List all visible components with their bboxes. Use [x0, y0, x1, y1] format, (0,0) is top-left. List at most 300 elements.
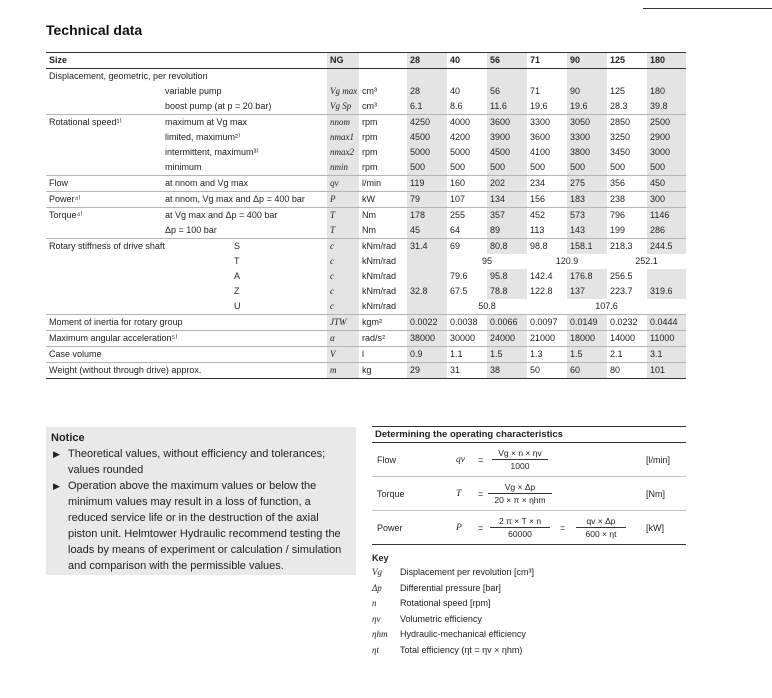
- table-cell: maximum at Vg max: [162, 115, 327, 131]
- table-cell: 180: [647, 84, 686, 99]
- table-cell: 134: [487, 192, 527, 208]
- table-cell: 79.6: [450, 270, 468, 281]
- notice-item: [51, 446, 351, 478]
- table-cell: 178: [407, 208, 447, 224]
- table-cell: 39.8: [647, 99, 686, 115]
- flow-formula-row: [372, 443, 686, 477]
- symbol-cell: nmax1: [327, 130, 359, 145]
- table-cell: kNm/rad: [359, 239, 407, 255]
- table-cell: rpm: [359, 115, 407, 131]
- key-description: Differential pressure [bar]: [400, 582, 501, 593]
- notice-item: [51, 478, 351, 574]
- table-cell: 31: [447, 363, 487, 379]
- table-cell: 8.6: [450, 100, 463, 111]
- table-cell: rpm: [362, 146, 378, 157]
- torque-denominator: 20 × π × ηhm: [494, 495, 546, 505]
- equals-sign: =: [478, 455, 484, 465]
- table-cell: [487, 69, 527, 85]
- table-cell: 238: [607, 192, 647, 208]
- header-size-40: 40: [447, 53, 487, 69]
- table-cell: variable pump: [165, 85, 222, 96]
- table-cell: 3000: [647, 145, 686, 160]
- table-cell: 113: [530, 224, 545, 235]
- table-cell: [407, 254, 447, 269]
- torque-formula-row: [372, 477, 686, 511]
- table-header-row: [46, 53, 686, 69]
- table-cell: 50: [527, 363, 567, 379]
- table-cell: 0.9: [407, 347, 447, 363]
- table-cell: limited, maximum²⁾: [165, 131, 241, 142]
- key-list: [372, 567, 535, 660]
- table-cell: 3900: [487, 130, 527, 145]
- table-cell: 143: [567, 223, 607, 239]
- table-cell: Weight (without through drive) approx.: [46, 363, 327, 379]
- table-cell: 286: [647, 223, 686, 239]
- table-cell: 500: [407, 160, 447, 176]
- table-cell: 5000: [407, 145, 447, 160]
- power-denominator: 60000: [508, 529, 532, 539]
- table-cell: cm³: [362, 100, 377, 111]
- table-cell: 1.1: [447, 347, 487, 363]
- symbol-cell: T: [327, 208, 359, 224]
- table-cell: 1.5: [487, 347, 527, 363]
- key-item: [372, 598, 491, 614]
- table-cell: kNm/rad: [362, 255, 397, 266]
- technical-data-table: [46, 52, 686, 379]
- table-cell: 98.8: [527, 239, 567, 255]
- table-cell: [327, 69, 359, 85]
- table-cell: 24000: [487, 331, 527, 347]
- table-body: [46, 69, 686, 379]
- table-cell: 3.1: [647, 347, 686, 363]
- header-size-125: 125: [607, 53, 647, 69]
- table-cell: 107.6: [595, 300, 618, 311]
- flow-unit: [l/min]: [646, 455, 671, 465]
- table-cell: rpm: [362, 161, 378, 172]
- table-cell: [447, 69, 487, 85]
- table-cell: 11000: [647, 331, 686, 347]
- table-cell: [607, 69, 647, 85]
- header-size-28: 28: [407, 53, 447, 69]
- table-cell: 95: [481, 255, 492, 266]
- table-row: [46, 99, 686, 115]
- header-blank: [162, 53, 327, 69]
- table-row: [46, 192, 686, 208]
- power-numerator: 2 π × T × n: [490, 516, 550, 528]
- symbol-cell: m: [327, 363, 359, 379]
- table-cell: 357: [487, 208, 527, 224]
- key-description: Displacement per revolution [cm³]: [400, 567, 535, 577]
- table-row: [46, 115, 686, 131]
- table-cell: 0.0149: [567, 315, 607, 331]
- table-cell: 32.8: [407, 284, 447, 299]
- torque-numerator: Vg × Δp: [488, 482, 552, 494]
- power-fraction: [490, 516, 550, 539]
- table-cell: 356: [607, 176, 647, 192]
- power-symbol: P: [456, 523, 462, 533]
- shaft-type-cell: U: [234, 300, 241, 311]
- table-cell: [567, 69, 607, 85]
- table-cell: kg: [359, 363, 407, 379]
- table-cell: 176.8: [567, 269, 607, 284]
- stiffness-row: [46, 239, 686, 255]
- table-cell: 71: [530, 85, 541, 96]
- operating-characteristics: [372, 426, 686, 545]
- table-cell: 80.8: [487, 239, 527, 255]
- header-ng: NG: [327, 53, 359, 69]
- table-cell: Power⁴⁾: [46, 192, 162, 208]
- table-cell: 4100: [530, 146, 551, 157]
- symbol-cell: c: [327, 239, 359, 255]
- table-row: [46, 176, 686, 192]
- table-cell: [46, 223, 162, 239]
- table-cell: 500: [647, 160, 686, 176]
- table-cell: 244.5: [647, 239, 686, 255]
- table-row: [46, 363, 686, 379]
- table-cell: [359, 69, 407, 85]
- flow-symbol: qv: [456, 455, 465, 465]
- table-cell: at nnom, Vg max and Δp = 400 bar: [162, 192, 327, 208]
- table-cell: [46, 269, 162, 284]
- table-row: [46, 145, 686, 160]
- table-cell: [46, 130, 162, 145]
- table-cell: 796: [607, 208, 647, 224]
- table-cell: boost pump (at p = 20 bar): [165, 100, 272, 111]
- flow-label: Flow: [377, 455, 397, 465]
- table-cell: 202: [487, 176, 527, 192]
- table-cell: at nnom and Vg max: [162, 176, 327, 192]
- header-unit: [359, 53, 407, 69]
- table-cell: [407, 299, 447, 315]
- table-row: [46, 223, 686, 239]
- table-cell: 4500: [407, 130, 447, 145]
- table-cell: Nm: [362, 224, 376, 235]
- table-cell: [46, 254, 162, 269]
- table-cell: 1.5: [567, 347, 607, 363]
- table-row: [46, 347, 686, 363]
- key-item: [372, 613, 482, 630]
- shaft-type-cell: Z: [234, 285, 240, 296]
- symbol-cell: nmin: [327, 160, 359, 176]
- table-cell: 300: [647, 192, 686, 208]
- table-cell: 500: [567, 160, 607, 176]
- key-symbol: Δp: [372, 582, 382, 593]
- key-legend: [372, 553, 535, 660]
- table-row: [46, 69, 686, 85]
- symbol-cell: Vg max: [327, 84, 359, 99]
- table-cell: 275: [567, 176, 607, 192]
- table-cell: 3450: [610, 146, 631, 157]
- header-size-71: 71: [527, 53, 567, 69]
- table-cell: 64: [450, 224, 461, 235]
- table-cell: [46, 145, 162, 160]
- table-cell: 450: [647, 176, 686, 192]
- stiffness-row: [46, 299, 686, 315]
- notice-list: [51, 446, 351, 574]
- table-row: [46, 130, 686, 145]
- table-cell: 95.8: [487, 269, 527, 284]
- table-cell: 78.8: [487, 284, 527, 299]
- table-cell: 3300: [567, 130, 607, 145]
- torque-label: Torque: [377, 489, 405, 499]
- table-cell: 199: [610, 224, 626, 235]
- table-cell: 0.0022: [407, 315, 447, 331]
- symbol-cell: c: [327, 254, 359, 269]
- bullet-icon: ▶: [53, 481, 60, 491]
- table-cell: 29: [407, 363, 447, 379]
- table-cell: kNm/rad: [362, 285, 397, 296]
- table-cell: 18000: [567, 331, 607, 347]
- equals-sign: =: [560, 523, 566, 533]
- key-symbol: ηhm: [372, 629, 388, 639]
- table-cell: Torque⁴⁾: [46, 208, 162, 224]
- symbol-cell: Vg Sp: [327, 99, 359, 115]
- table-cell: [647, 269, 686, 284]
- table-cell: [46, 284, 162, 299]
- table-cell: 2850: [607, 115, 647, 131]
- table-cell: 500: [450, 161, 466, 172]
- shaft-type-cell: A: [234, 270, 241, 281]
- table-cell: 500: [487, 160, 527, 176]
- table-cell: 3600: [487, 115, 527, 131]
- equals-sign: =: [478, 523, 484, 533]
- table-cell: l: [359, 347, 407, 363]
- table-cell: 19.6: [567, 99, 607, 115]
- table-cell: 11.6: [487, 99, 527, 115]
- table-cell: 0.0444: [647, 315, 686, 331]
- symbol-cell: nnom: [327, 115, 359, 131]
- table-cell: [46, 84, 162, 99]
- table-cell: [527, 69, 567, 85]
- table-cell: Rotary stiffness of drive shaft: [46, 239, 162, 255]
- key-item: [372, 644, 523, 661]
- table-cell: [407, 69, 447, 85]
- key-description: Rotational speed [rpm]: [400, 598, 491, 608]
- table-cell: 256.5: [610, 270, 633, 281]
- bullet-icon: ▶: [53, 449, 60, 459]
- table-cell: 28.3: [610, 100, 628, 111]
- table-cell: 31.4: [407, 239, 447, 255]
- table-cell: 142.4: [530, 270, 553, 281]
- stiffness-row: [46, 284, 686, 299]
- table-row: [46, 315, 686, 331]
- table-cell: 50.8: [478, 300, 496, 311]
- table-cell: 119: [407, 176, 447, 192]
- table-cell: 158.1: [567, 239, 607, 255]
- equals-sign: =: [478, 489, 484, 499]
- key-symbol: ηv: [372, 613, 381, 624]
- table-cell: Displacement, geometric, per revolution: [46, 69, 327, 85]
- table-cell: 1146: [647, 208, 686, 224]
- table-cell: 252.1: [635, 255, 658, 266]
- table-cell: Rotational speed¹⁾: [46, 115, 162, 131]
- table-cell: 183: [567, 192, 607, 208]
- table-cell: kNm/rad: [362, 300, 397, 311]
- table-cell: 69: [447, 239, 487, 255]
- symbol-cell: c: [327, 284, 359, 299]
- power-label: Power: [377, 523, 403, 533]
- table-cell: minimum: [165, 161, 202, 172]
- stiffness-row: [46, 269, 686, 284]
- table-cell: 223.7: [610, 285, 633, 296]
- table-cell: l/min: [359, 176, 407, 192]
- table-cell: kgm²: [359, 315, 407, 331]
- power-formula-row: [372, 511, 686, 545]
- flow-numerator: Vg × n × ηv: [492, 448, 548, 460]
- table-cell: rad/s²: [359, 331, 407, 347]
- table-cell: 137: [567, 284, 607, 299]
- table-cell: Maximum angular acceleration⁵⁾: [46, 331, 327, 347]
- table-cell: 4500: [487, 145, 527, 160]
- stiffness-row: [46, 254, 686, 269]
- table-cell: 30000: [447, 331, 487, 347]
- table-cell: 160: [447, 176, 487, 192]
- table-cell: cm³: [362, 85, 377, 96]
- notice-title: Notice: [51, 432, 85, 444]
- page-title: Technical data: [46, 22, 143, 38]
- symbol-cell: P: [327, 192, 359, 208]
- table-cell: 79: [407, 192, 447, 208]
- table-cell: 3250: [610, 131, 631, 142]
- symbol-cell: nmax2: [327, 145, 359, 160]
- table-cell: 3300: [527, 115, 567, 131]
- table-row: [46, 208, 686, 224]
- key-item: [372, 582, 501, 599]
- table-cell: 0.0038: [447, 315, 487, 331]
- table-cell: 14000: [607, 331, 647, 347]
- notice-box: [46, 427, 356, 575]
- table-cell: 500: [530, 161, 546, 172]
- table-cell: 45: [407, 223, 447, 239]
- table-cell: 1.3: [527, 347, 567, 363]
- torque-symbol: T: [456, 489, 462, 499]
- table-cell: 28: [407, 84, 447, 99]
- table-cell: 21000: [527, 331, 567, 347]
- table-cell: kNm/rad: [362, 270, 397, 281]
- symbol-cell: c: [327, 299, 359, 315]
- table-cell: 255: [447, 208, 487, 224]
- table-cell: Nm: [359, 208, 407, 224]
- table-cell: 38000: [407, 331, 447, 347]
- table-cell: 19.6: [530, 100, 548, 111]
- key-title: Key: [372, 553, 389, 563]
- table-cell: 56: [487, 84, 527, 99]
- table-cell: rpm: [362, 131, 378, 142]
- table-cell: 2500: [647, 115, 686, 131]
- key-description: Volumetric efficiency: [400, 613, 482, 624]
- key-symbol: n: [372, 598, 377, 608]
- table-cell: 40: [450, 85, 461, 96]
- table-cell: 218.3: [607, 239, 647, 255]
- power-fraction-alt: [576, 516, 626, 539]
- table-cell: 573: [567, 208, 607, 224]
- table-cell: 452: [527, 208, 567, 224]
- table-cell: 101: [647, 363, 686, 379]
- torque-fraction: [488, 482, 552, 505]
- table-cell: 3050: [567, 115, 607, 131]
- table-cell: 6.1: [407, 99, 447, 115]
- top-rule: [643, 8, 772, 9]
- power-denominator-alt: 600 × ηt: [585, 529, 617, 539]
- table-cell: 5000: [450, 146, 471, 157]
- table-cell: 4200: [450, 131, 471, 142]
- symbol-cell: JTW: [327, 315, 359, 331]
- table-cell: 125: [610, 85, 626, 96]
- table-cell: [46, 299, 162, 315]
- table-cell: 90: [567, 84, 607, 99]
- table-cell: Moment of inertia for rotary group: [46, 315, 327, 331]
- shaft-type-cell: S: [162, 239, 327, 255]
- table-cell: Flow: [46, 176, 162, 192]
- table-cell: Δp = 100 bar: [165, 224, 217, 235]
- flow-denominator: 1000: [510, 461, 530, 471]
- table-cell: at Vg max and Δp = 400 bar: [162, 208, 327, 224]
- symbol-cell: α: [327, 331, 359, 347]
- operating-title: Determining the operating characteristics: [372, 426, 686, 443]
- table-cell: kW: [359, 192, 407, 208]
- table-cell: intermittent, maximum³⁾: [165, 146, 259, 157]
- key-item: [372, 567, 535, 583]
- table-cell: [46, 99, 162, 115]
- key-symbol: ηt: [372, 644, 379, 655]
- table-cell: 107: [447, 192, 487, 208]
- table-cell: 2.1: [607, 347, 647, 363]
- header-size: Size: [46, 53, 162, 69]
- table-cell: 67.5: [450, 285, 468, 296]
- table-cell: 4000: [447, 115, 487, 131]
- key-item: [372, 629, 526, 645]
- table-cell: 4250: [407, 115, 447, 131]
- power-unit: [kW]: [646, 523, 664, 533]
- table-row: [46, 84, 686, 99]
- header-size-180: 180: [647, 53, 686, 69]
- flow-fraction: [492, 448, 548, 471]
- key-description: Total efficiency (ηt = ηv × ηhm): [400, 644, 523, 655]
- table-row: [46, 331, 686, 347]
- table-cell: 500: [610, 161, 626, 172]
- table-cell: 0.0097: [527, 315, 567, 331]
- shaft-type-cell: T: [234, 255, 240, 266]
- table-cell: 3800: [567, 145, 607, 160]
- table-cell: 0.0066: [487, 315, 527, 331]
- table-cell: 3600: [530, 131, 551, 142]
- symbol-cell: c: [327, 269, 359, 284]
- table-cell: 2900: [647, 130, 686, 145]
- table-cell: Case volume: [46, 347, 327, 363]
- table-cell: [647, 69, 686, 85]
- table-cell: [46, 160, 162, 176]
- table-cell: 234: [527, 176, 567, 192]
- header-size-90: 90: [567, 53, 607, 69]
- notice-text: Theoretical values, without efficiency and tolerances; values rounded: [68, 448, 326, 476]
- table-cell: [407, 269, 447, 284]
- notice-text: Operation above the maximum values or below the minimum values may result in a loss of function, a reduced service life or in the destruction of the axial piston unit. Helmtower Hydraulic recommend testing the loads by means of experiment or calculation / simulation and comparison with the permissible values.: [68, 480, 342, 572]
- table-cell: 120.9: [555, 255, 579, 266]
- symbol-cell: qv: [327, 176, 359, 192]
- key-description: Hydraulic-mechanical efficiency: [400, 629, 526, 639]
- header-size-56: 56: [487, 53, 527, 69]
- table-row: [46, 160, 686, 176]
- table-cell: 122.8: [530, 285, 553, 296]
- table-cell: 89: [487, 223, 527, 239]
- power-numerator-alt: qv × Δp: [576, 516, 626, 528]
- table-cell: 80: [607, 363, 647, 379]
- symbol-cell: T: [327, 223, 359, 239]
- table-cell: 38: [487, 363, 527, 379]
- table-cell: 319.6: [647, 284, 686, 299]
- table-cell: 0.0232: [607, 315, 647, 331]
- torque-unit: [Nm]: [646, 489, 665, 499]
